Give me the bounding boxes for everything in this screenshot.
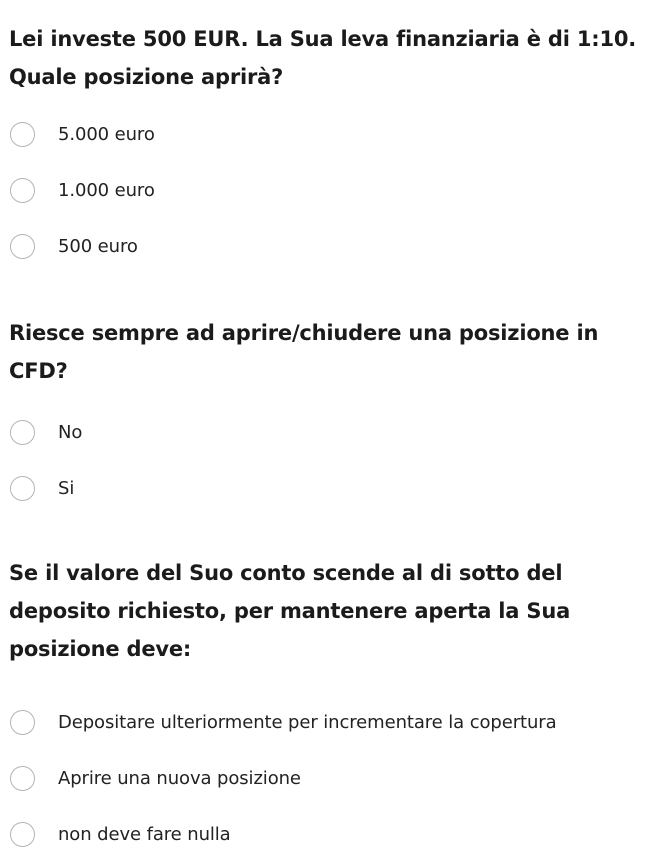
question-1	[9, 20, 649, 274]
question-2-title: Riesce sempre ad aprire/chiudere una posizione in CFD?	[9, 321, 599, 383]
question-2-options	[9, 404, 649, 516]
option-label: non deve fare nulla	[58, 823, 231, 845]
option-label: 1.000 euro	[58, 179, 155, 201]
question-1-option-500-euro[interactable]	[9, 218, 649, 274]
question-1-option-1000-euro[interactable]	[9, 162, 649, 218]
radio-button[interactable]	[10, 122, 35, 147]
option-label: 5.000 euro	[58, 123, 155, 145]
radio-button[interactable]	[10, 766, 35, 791]
question-1-options	[9, 106, 649, 274]
radio-button[interactable]	[10, 822, 35, 847]
radio-button[interactable]	[10, 476, 35, 501]
question-3-option-deposit-more[interactable]	[9, 694, 649, 750]
question-3-title: Se il valore del Suo conto scende al di sotto del deposito richiesto, per mantenere aperta la Sua posizione deve:	[9, 561, 571, 661]
radio-button[interactable]	[10, 234, 35, 259]
option-label: Depositare ulteriormente per incrementare la copertura	[58, 711, 557, 733]
question-2-option-no[interactable]	[9, 404, 649, 460]
option-label: 500 euro	[58, 235, 138, 257]
radio-button[interactable]	[10, 420, 35, 445]
question-1-title: Lei investe 500 EUR. La Sua leva finanziaria è di 1:10. Quale posizione aprirà?	[9, 27, 637, 89]
radio-button[interactable]	[10, 710, 35, 735]
option-label: Aprire una nuova posizione	[58, 767, 301, 789]
question-3-options	[9, 694, 649, 862]
question-1-option-5000-euro[interactable]	[9, 106, 649, 162]
question-2-option-si[interactable]	[9, 460, 649, 516]
question-2	[9, 314, 649, 516]
question-3	[9, 554, 649, 862]
radio-button[interactable]	[10, 178, 35, 203]
option-label: No	[58, 421, 83, 443]
option-label: Si	[58, 477, 75, 499]
question-3-option-open-new-position[interactable]	[9, 750, 649, 806]
